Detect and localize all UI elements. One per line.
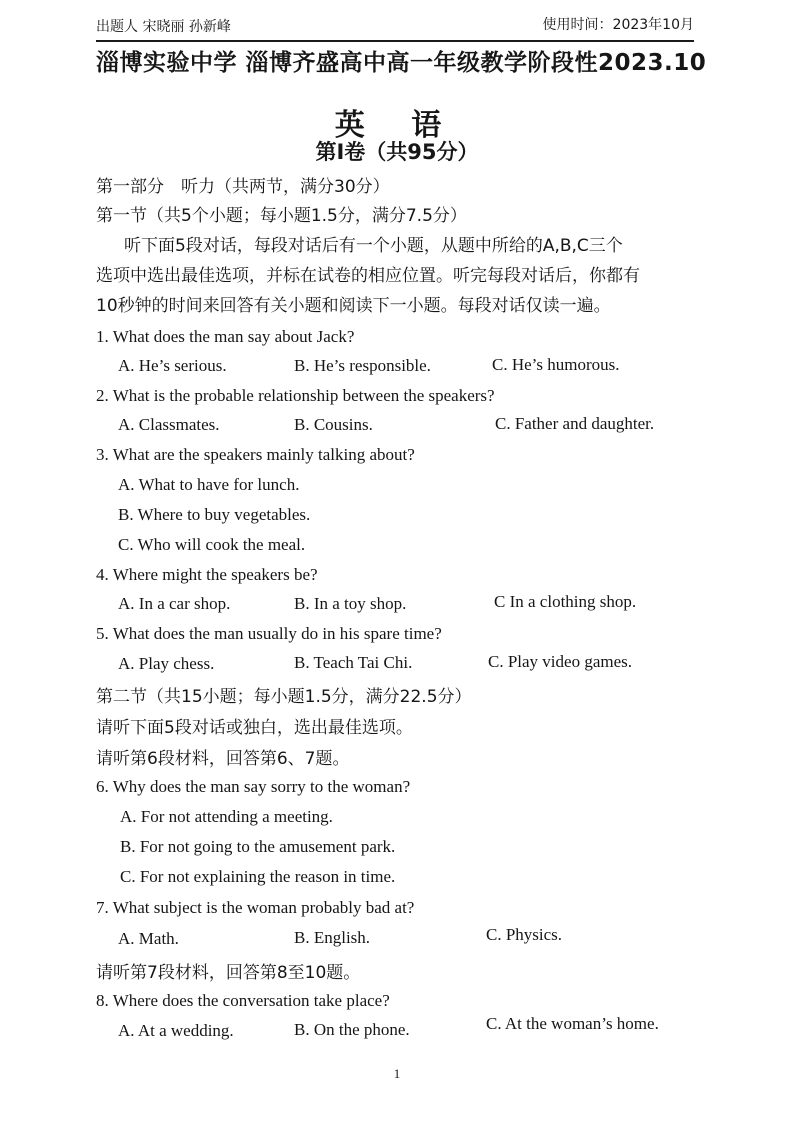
- question-6-stem: 6. Why does the man say sorry to the woman?: [96, 777, 411, 796]
- school-line: 淄博实验中学 淄博齐盛高中高一年级教学阶段性2023.10: [96, 50, 707, 76]
- header-rule: [96, 40, 694, 42]
- question-2-option-a: A. Classmates.: [118, 415, 220, 434]
- question-2-stem: 2. What is the probable relationship between the speakers?: [96, 386, 495, 405]
- question-6-option-b: B. For not going to the amusement park.: [120, 837, 396, 856]
- question-7-option-a: A. Math.: [118, 929, 179, 948]
- page-header: [96, 12, 694, 38]
- page-number: 1: [393, 1066, 401, 1081]
- question-5-stem: 5. What does the man usually do in his spare time?: [96, 624, 442, 643]
- question-5-option-b: B. Teach Tai Chi.: [294, 653, 413, 672]
- section2-instruction: 请听下面5段对话或独白，选出最佳选项。: [96, 718, 413, 738]
- question-7-option-c: C. Physics.: [486, 925, 563, 944]
- question-1-stem: 1. What does the man say about Jack?: [96, 327, 355, 346]
- question-5-option-c: C. Play video games.: [488, 652, 633, 671]
- question-5-option-a: A. Play chess.: [118, 654, 215, 673]
- section2-title: 第二节（共15小题；每小题1.5分，满分22.5分）: [96, 687, 472, 707]
- question-8-stem: 8. Where does the conversation take place?: [96, 991, 390, 1010]
- question-1-option-a: A. He’s serious.: [118, 356, 227, 375]
- question-7-option-b: B. English.: [294, 928, 371, 947]
- instruction-line-2: 选项中选出最佳选项，并标在试卷的相应位置。听完每段对话后，你都有: [96, 266, 640, 286]
- question-1-option-b: B. He’s responsible.: [294, 356, 431, 375]
- part1-title: 第一部分 听力（共两节，满分30分）: [96, 177, 390, 197]
- question-2-option-b: B. Cousins.: [294, 415, 373, 434]
- volume-title: 第Ⅰ卷（共95分）: [315, 140, 479, 164]
- question-6-option-c: C. For not explaining the reason in time.: [120, 867, 396, 886]
- instruction-line-1: 听下面5段对话，每段对话后有一个小题，从题中所给的A,B,C三个: [124, 236, 623, 256]
- question-4-stem: 4. Where might the speakers be?: [96, 565, 318, 584]
- subject-title: 英 语: [334, 108, 460, 143]
- question-3-stem: 3. What are the speakers mainly talking about?: [96, 445, 415, 464]
- question-1-option-c: C. He’s humorous.: [492, 355, 620, 374]
- question-2-option-c: C. Father and daughter.: [495, 414, 655, 433]
- question-4-option-c: C In a clothing shop.: [494, 592, 637, 611]
- material-6-prompt: 请听第6段材料，回答第6、7题。: [96, 749, 350, 769]
- material-7-prompt: 请听第7段材料，回答第8至10题。: [96, 963, 361, 983]
- instruction-line-3: 10秒钟的时间来回答有关小题和阅读下一小题。每段对话仅读一遍。: [96, 296, 611, 316]
- question-3-option-a: A. What to have for lunch.: [118, 475, 300, 494]
- question-8-option-c: C. At the woman’s home.: [486, 1014, 659, 1033]
- question-7-stem: 7. What subject is the woman probably bad at?: [96, 898, 415, 917]
- question-4-option-b: B. In a toy shop.: [294, 594, 407, 613]
- question-3-option-c: C. Who will cook the meal.: [118, 535, 306, 554]
- header-date: 使用时间：2023年10月: [542, 17, 694, 33]
- question-6-option-a: A. For not attending a meeting.: [120, 807, 333, 826]
- question-8-option-b: B. On the phone.: [294, 1020, 410, 1039]
- question-4-option-a: A. In a car shop.: [118, 594, 231, 613]
- question-3-option-b: B. Where to buy vegetables.: [118, 505, 311, 524]
- header-authors: 出题人 宋晓丽 孙新峰: [96, 19, 231, 35]
- section1-title: 第一节（共5个小题；每小题1.5分，满分7.5分）: [96, 206, 467, 226]
- question-8-option-a: A. At a wedding.: [118, 1021, 234, 1040]
